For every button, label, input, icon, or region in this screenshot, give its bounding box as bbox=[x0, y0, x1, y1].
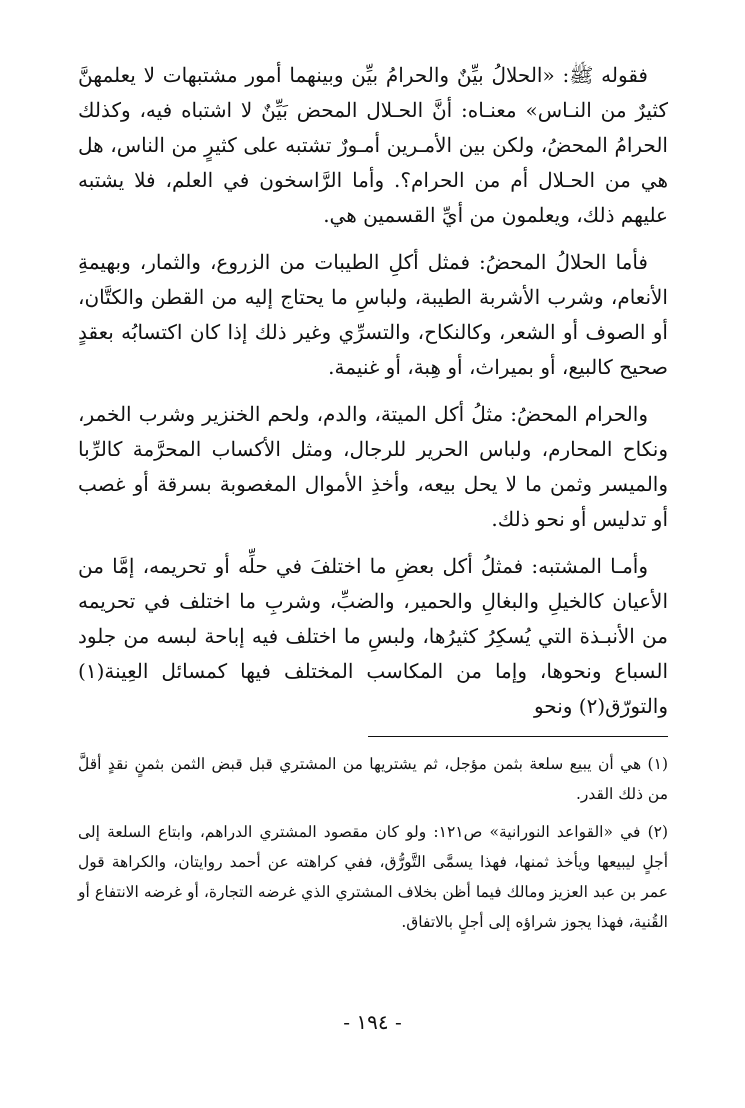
footnote-divider bbox=[368, 736, 668, 737]
footnote-1: (١) هي أن يبيع سلعة بثمن مؤجل، ثم يشتريها من المشتري قبل قبض الثمن بثمنٍ نقدٍ أقلَّ من ذلك القدر. bbox=[78, 755, 668, 803]
paragraph-doubtful: وأمـا المشتبه: فمثلُ أكل بعضِ ما اختلفَ في حلِّه أو تحريمه، إمَّا من الأعيان كالخيلِ والبغالِ والحمير، والضبِّ، وشربِ ما اختلف في تحريمه من الأنبـذة التي يُسكِرُ كثيرُها، ولبسِ ما اختلف فيه إباحة لبسه من جلود السباع ونحوها، وإما من المكاسب المختلف فيها كمسائل العِينة(١) والتورّق(٢) ونحو bbox=[78, 554, 668, 718]
page-body bbox=[78, 58, 668, 945]
footnote-2: (٢) في «القواعد النورانية» ص١٢١: ولو كان مقصود المشتري الدراهم، وابتاع السلعة إلى أجلٍ ليبيعها ويأخذ ثمنها، فهذا يسمَّى التَّورُّق، ففي كراهته عن أحمد روايتان، والكراهة قول عمر بن عبد العزيز ومالك فيما أظن بخلاف المشتري الذي غرضه التجارة، أو غرضه الانتفاع أو القُنية، فهذا يجوز شراؤه إلى أجلٍ بالاتفاق. bbox=[78, 823, 669, 931]
page-number: - ١٩٤ - bbox=[343, 1010, 402, 1034]
paragraph-halal-haram-hadith: فقوله ﷺ: «الحلالُ بيِّنٌ والحرامُ بيِّن وبينهما أمور مشتبهات لا يعلمهنَّ كثيرٌ من النـاس» معنـاه: أنَّ الحـلال المحض بَيِّنٌ لا اشتباه فيه، وكذلك الحرامُ المحضُ، ولكن بين الأمـرين أمـورٌ تشتبه على كثيرٍ من الناس، هل هي من الحـلال أم من الحرام؟. وأما الرَّاسخون في العلم، فلا يشتبه عليهم ذلك، ويعلمون من أيِّ القسمين هي. bbox=[78, 63, 668, 227]
paragraph-pure-halal: فأما الحلالُ المحضُ: فمثل أكلِ الطيبات من الزروع، والثمار، وبهيمةِ الأنعام، وشرب الأشربة الطيبة، ولباسِ ما يحتاج إليه من القطن والكتَّان، أو الصوف أو الشعر، وكالنكاح، والتسرِّي وغير ذلك إذا كان اكتسابُه بعقدٍ صحيح كالبيع، أو بميراث، أو هِبة، أو غنيمة. bbox=[78, 250, 668, 379]
paragraph-pure-haram: والحرام المحضُ: مثلُ أكل الميتة، والدم، ولحم الخنزير وشرب الخمر، ونكاح المحارم، ولباس الحرير للرجال، ومثل الأكساب المحرَّمة كالرِّبا والميسر وثمن ما لا يحل بيعه، وأخذِ الأموال المغصوبة بسرقة أو غصب أو تدليس أو نحو ذلك. bbox=[78, 402, 668, 531]
